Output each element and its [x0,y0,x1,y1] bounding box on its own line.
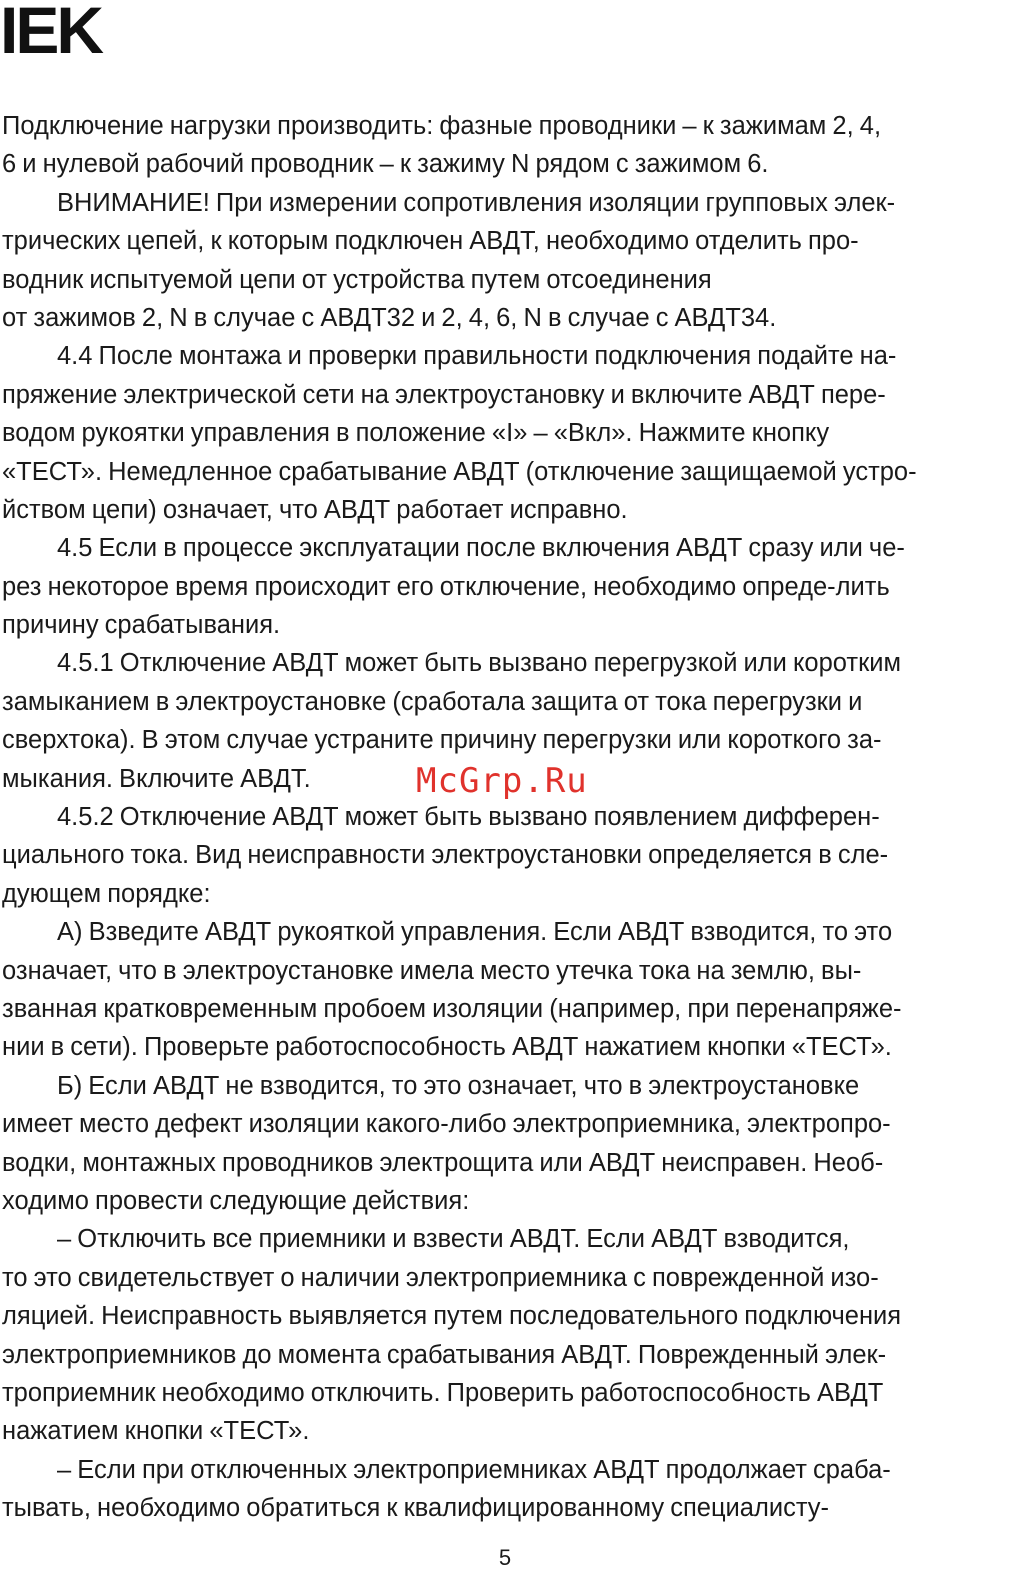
text-line: Б) Если АВДТ не взводится, то это означает, что в электроустановке [57,1071,860,1100]
text-line: тывать, необходимо обратиться к квалифицированному специалисту- [2,1494,830,1523]
text-line: имеет место дефект изоляции какого-либо электроприемника, электропро- [2,1110,891,1139]
text-line: – Отключить все приемники и взвести АВДТ. Если АВДТ взводится, [57,1225,850,1254]
text-line: водом рукоятки управления в положение «I» – «Вкл». Нажмите кнопку [2,419,830,448]
text-line: 4.5 Если в процессе эксплуатации после включения АВДТ сразу или че- [57,534,905,563]
text-line: ходимо провести следующие действия: [2,1186,470,1215]
text-line: рез некоторое время происходит его отключение, необходимо опреде-лить [2,572,890,601]
text-line: Подключение нагрузки производить: фазные проводники – к зажимам 2, 4, [2,112,882,140]
text-line: то это свидетельствует о наличии электроприемника с поврежденной изо- [2,1263,879,1292]
text-line: пряжение электрической сети на электроустановку и включите АВДТ пере- [2,380,886,409]
text-line: троприемник необходимо отключить. Проверить работоспособность АВДТ [2,1378,884,1407]
text-line: 4.4 После монтажа и проверки правильности подключения подайте на- [57,342,897,371]
text-line: водник испытуемой цепи от устройства путем отсоединения [2,265,712,294]
text-line: 4.5.2 Отключение АВДТ может быть вызвано появлением дифферен- [57,803,880,832]
text-line: «ТЕСТ». Немедленное срабатывание АВДТ (отключение защищаемой устро- [2,457,917,486]
text-line: мыкания. Включите АВДТ. [2,764,311,793]
text-line: трических цепей, к которым подключен АВДТ, необходимо отделить про- [2,227,859,256]
text-line: 4.5.1 Отключение АВДТ может быть вызвано перегрузкой или коротким [57,649,902,678]
text-line: электроприемников до момента срабатывания АВДТ. Поврежденный элек- [2,1340,887,1369]
text-line: званная кратковременным пробоем изоляции (например, при перенапряже- [2,994,902,1023]
watermark: McGrp.Ru [416,761,588,801]
text-line: замыканием в электроустановке (сработала защита от тока перегрузки и [2,687,863,716]
text-line: нии в сети). Проверьте работоспособность АВДТ нажатием кнопки «ТЕСТ». [2,1033,892,1062]
text-line: нажатием кнопки «ТЕСТ». [2,1417,310,1446]
text-line: 6 и нулевой рабочий проводник – к зажиму N рядом с зажимом 6. [2,150,769,179]
text-line: А) Взведите АВДТ рукояткой управления. Если АВДТ взводится, то это [57,918,893,947]
text-line: сверхтока). В этом случае устраните причину перегрузки или короткого за- [2,726,882,755]
iek-logo: IEK [0,0,102,67]
text-line: водки, монтажных проводников электрощита или АВДТ неисправен. Необ- [2,1148,884,1177]
text-line: – Если при отключенных электроприемниках АВДТ продолжает сраба- [57,1455,891,1484]
text-line: дующем порядке: [2,879,211,908]
page-number: 5 [498,1545,512,1570]
text-line: означает, что в электроустановке имела место утечка тока на землю, вы- [2,956,862,985]
document-body [2,107,1012,1527]
text-line: причину срабатывания. [2,611,281,640]
text-line: ляцией. Неисправность выявляется путем последовательного подключения [2,1302,902,1331]
text-line: ВНИМАНИЕ! При измерении сопротивления изоляции групповых элек- [57,188,896,217]
text-line: от зажимов 2, N в случае с АВДТ32 и 2, 4, 6, N в случае с АВДТ34. [2,303,777,332]
text-line: циального тока. Вид неисправности электроустановки определяется в сле- [2,841,889,870]
text-line: йством цепи) означает, что АВДТ работает исправно. [2,495,628,524]
